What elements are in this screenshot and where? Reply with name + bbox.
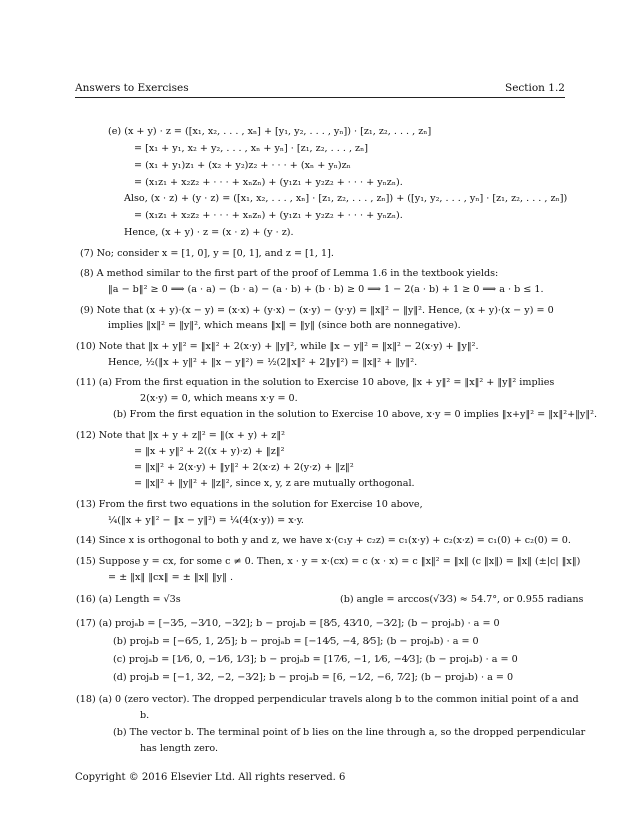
- text-line: 2(x·y) = 0, which means x·y = 0.: [140, 393, 298, 404]
- text-line: implies ‖x‖² = ‖y‖², which means ‖x‖ = ‖y‖ (since both are nonnegative).: [108, 320, 461, 331]
- text-line: (b) angle = arccos(√3⁄3) ≈ 54.7°, or 0.955 radians: [340, 594, 584, 605]
- text-line: Hence, ½(‖x + y‖² + ‖x − y‖²) = ½(2‖x‖² + 2‖y‖²) = ‖x‖² + ‖y‖².: [108, 357, 418, 368]
- header-rule: [75, 97, 565, 98]
- text-line: (b) projₐb = [−6⁄5, 1, 2⁄5]; b − projₐb = [−14⁄5, −4, 8⁄5]; (b − projₐb) · a = 0: [113, 636, 479, 647]
- text-line: = ‖x‖² + ‖y‖² + ‖z‖², since x, y, z are mutually orthogonal.: [134, 478, 415, 489]
- header-right: Section 1.2: [505, 82, 565, 94]
- text-line: (7) No; consider x = [1, 0], y = [0, 1], and z = [1, 1].: [80, 248, 334, 259]
- text-line: = [x₁ + y₁, x₂ + y₂, . . . , xₙ + yₙ] · [z₁, z₂, . . . , zₙ]: [134, 143, 368, 154]
- text-line: has length zero.: [140, 743, 218, 754]
- text-line: (18) (a) 0 (zero vector). The dropped perpendicular travels along b to the common initial point of a and: [76, 694, 579, 705]
- page-header: [75, 82, 565, 94]
- text-line: (10) Note that ‖x + y‖² = ‖x‖² + 2(x·y) + ‖y‖², while ‖x − y‖² = ‖x‖² − 2(x·y) + ‖y‖².: [76, 341, 479, 352]
- text-line: (9) Note that (x + y)·(x − y) = (x·x) + (y·x) − (x·y) − (y·y) = ‖x‖² − ‖y‖². Hence, (x + y)·(x − y) = 0: [80, 305, 554, 316]
- text-line: = ‖x + y‖² + 2((x + y)·z) + ‖z‖²: [134, 446, 285, 457]
- text-line: (e) (x + y) · z = ([x₁, x₂, . . . , xₙ] + [y₁, y₂, . . . , yₙ]) · [z₁, z₂, . . . , zₙ]: [108, 126, 432, 137]
- text-line: (17) (a) projₐb = [−3⁄5, −3⁄10, −3⁄2]; b − projₐb = [8⁄5, 43⁄10, −3⁄2]; (b − projₐb) · a = 0: [76, 618, 500, 629]
- text-line: = (x₁z₁ + x₂z₂ + · · · + xₙzₙ) + (y₁z₁ + y₂z₂ + · · · + yₙzₙ).: [134, 210, 403, 221]
- header-left: Answers to Exercises: [75, 82, 189, 94]
- text-line: (c) projₐb = [1⁄6, 0, −1⁄6, 1⁄3]; b − projₐb = [17⁄6, −1, 1⁄6, −4⁄3]; (b − projₐb) · a = 0: [113, 654, 518, 665]
- text-line: ‖a − b‖² ≥ 0 ⟹ (a · a) − (b · a) − (a · b) + (b · b) ≥ 0 ⟹ 1 − 2(a · b) + 1 ≥ 0 ⟹ a · b ≤ 1.: [108, 284, 544, 295]
- text-line: (15) Suppose y = cx, for some c ≠ 0. Then, x · y = x·(cx) = c (x · x) = c ‖x‖² = ‖x‖ (c ‖x‖) = ‖x‖ (±|c| ‖x‖): [76, 556, 581, 567]
- page-footer: Copyright © 2016 Elsevier Ltd. All rights reserved. 6: [75, 772, 346, 783]
- text-line: = ± ‖x‖ ‖cx‖ = ± ‖x‖ ‖y‖ .: [108, 572, 233, 583]
- text-line: = ‖x‖² + 2(x·y) + ‖y‖² + 2(x·z) + 2(y·z) + ‖z‖²: [134, 462, 354, 473]
- text-line: (13) From the first two equations in the solution for Exercise 10 above,: [76, 499, 423, 510]
- text-line: = (x₁z₁ + x₂z₂ + · · · + xₙzₙ) + (y₁z₁ + y₂z₂ + · · · + yₙzₙ).: [134, 177, 403, 188]
- text-line: (11) (a) From the first equation in the solution to Exercise 10 above, ‖x + y‖² = ‖x‖² + ‖y‖² implies: [76, 377, 555, 388]
- text-line: (8) A method similar to the first part of the proof of Lemma 1.6 in the textbook yields:: [80, 268, 499, 279]
- text-line: (b) The vector b. The terminal point of b lies on the line through a, so the dropped perpendicular: [113, 727, 586, 738]
- text-line: (d) projₐb = [−1, 3⁄2, −2, −3⁄2]; b − projₐb = [6, −1⁄2, −6, 7⁄2]; (b − projₐb) · a = 0: [113, 672, 514, 683]
- text-line: Hence, (x + y) · z = (x · z) + (y · z).: [124, 227, 294, 238]
- text-line: Also, (x · z) + (y · z) = ([x₁, x₂, . . . , xₙ] · [z₁, z₂, . . . , zₙ]) + ([y₁, y₂, . . . , yₙ] · [z₁, z₂, . . . , zₙ]): [124, 193, 568, 204]
- text-line: b.: [140, 710, 150, 721]
- text-line: (b) From the first equation in the solution to Exercise 10 above, x·y = 0 implies ‖x+y‖² = ‖x‖²+‖y‖².: [113, 409, 598, 420]
- text-line: ¼(‖x + y‖² − ‖x − y‖²) = ¼(4(x·y)) = x·y.: [108, 515, 304, 526]
- text-line: (12) Note that ‖x + y + z‖² = ‖(x + y) + z‖²: [76, 430, 285, 441]
- text-line: = (x₁ + y₁)z₁ + (x₂ + y₂)z₂ + · · · + (xₙ + yₙ)zₙ: [134, 160, 351, 171]
- text-line: (16) (a) Length = √3s: [76, 594, 181, 605]
- text-line: (14) Since x is orthogonal to both y and z, we have x·(c₁y + c₂z) = c₁(x·y) + c₂(x·z) = c₁(0) + c₂(0) = 0.: [76, 535, 571, 546]
